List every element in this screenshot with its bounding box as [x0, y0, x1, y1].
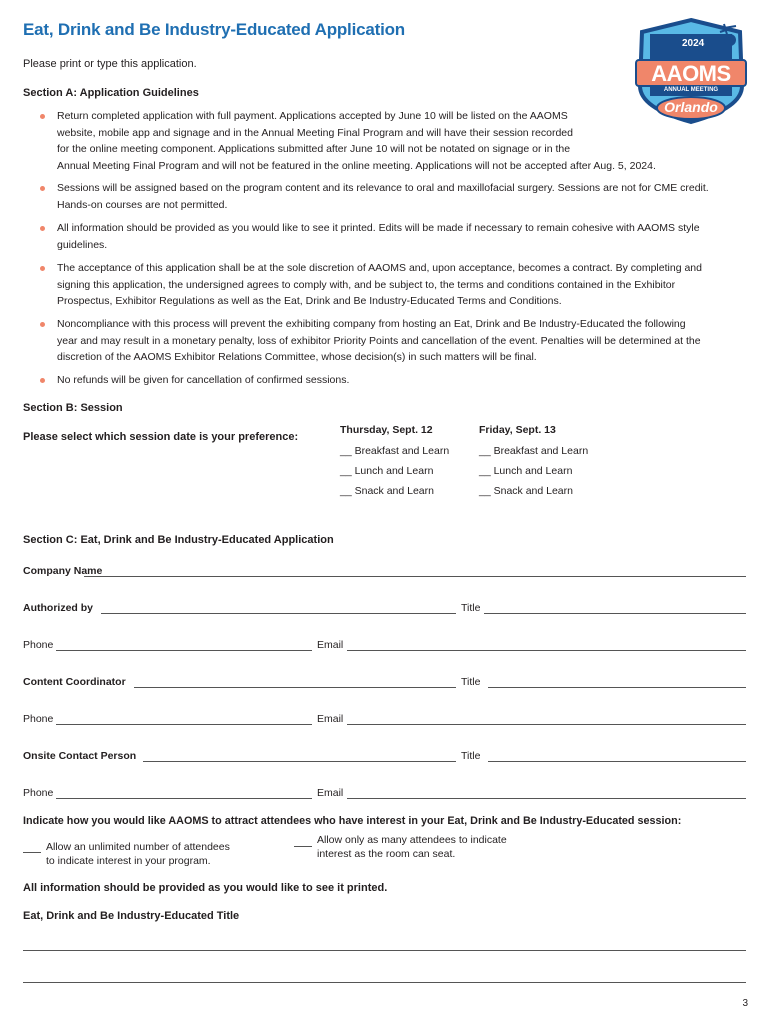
- phone-field-1[interactable]: [56, 650, 312, 651]
- onsite-contact-field[interactable]: [143, 761, 456, 762]
- bullet-icon: [40, 114, 45, 119]
- attract-question: Indicate how you would like AAOMS to attract attendees who have interest in your Eat, Drink and Be Industry-Educated session:: [23, 815, 682, 827]
- guideline-line: Prospectus, Exhibitor Regulations as well as the Eat, Drink and Be Industry-Educated Terms and Conditions.: [57, 295, 562, 307]
- email-field-3[interactable]: [347, 798, 746, 799]
- bullet-icon: [40, 378, 45, 383]
- session-title-field-1[interactable]: [23, 950, 746, 951]
- logo-year: 2024: [682, 38, 705, 49]
- printed-note: All information should be provided as you would like to see it printed.: [23, 882, 388, 894]
- guideline-6: [57, 372, 747, 389]
- email-label-2: Email: [317, 713, 344, 725]
- email-field-2[interactable]: [347, 724, 746, 725]
- email-label-3: Email: [317, 787, 344, 799]
- day-thursday-label: Thursday, Sept. 12: [340, 424, 433, 436]
- content-coordinator-label: Content Coordinator: [23, 676, 126, 688]
- guideline-line: year and may result in a monetary penalty, loss of exhibitor Priority Points and cancellation of the event. Penalties will be determined at the: [57, 334, 701, 347]
- phone-label-1: Phone: [23, 639, 54, 651]
- logo-city: Orlando: [664, 99, 718, 115]
- limited-check-blank[interactable]: [294, 846, 312, 847]
- page-title: Eat, Drink and Be Industry-Educated Application: [23, 20, 405, 39]
- guideline-line: Return completed application with full payment. Applications accepted by June 10 will be listed on the AAOMS: [57, 110, 568, 122]
- guideline-line: All information should be provided as you would like to see it printed. Edits will be made if necessary to remain cohesive with AAOMS style: [57, 222, 700, 234]
- option-fri-lunch[interactable]: __ Lunch and Learn: [479, 465, 573, 477]
- guideline-line: signing this application, the undersigned agrees to comply with, and be subject to, the terms and conditions contained in the Exhibitor: [57, 278, 676, 291]
- guideline-line: discretion of the AAOMS Exhibitor Relations Committee, whose decision(s) in such matters will be final.: [57, 351, 537, 363]
- authorized-title-field[interactable]: [484, 613, 746, 614]
- email-field-1[interactable]: [347, 650, 746, 651]
- phone-label-3: Phone: [23, 787, 54, 799]
- guideline-line: Hands-on courses are not permitted.: [57, 198, 228, 211]
- company-field[interactable]: [84, 576, 746, 577]
- option-fri-snack[interactable]: __ Snack and Learn: [479, 485, 573, 497]
- authorized-title-label: Title: [461, 602, 481, 614]
- option-thu-lunch[interactable]: __ Lunch and Learn: [340, 465, 434, 477]
- session-title-field-2[interactable]: [23, 982, 746, 983]
- guideline-line: Annual Meeting Final Program and will not be featured in the online meeting. Applications will not be accepted after Aug. 5, 2024.: [57, 159, 656, 172]
- authorized-label: Authorized by: [23, 602, 93, 614]
- section-a-heading: Section A: Application Guidelines: [23, 87, 199, 99]
- content-coordinator-field[interactable]: [134, 687, 456, 688]
- logo-tag: ANNUAL MEETING: [663, 87, 719, 93]
- option-unlimited-line: Allow an unlimited number of attendees: [46, 841, 230, 853]
- coordinator-title-label: Title: [461, 676, 481, 688]
- option-unlimited: [46, 840, 230, 868]
- bullet-icon: [40, 226, 45, 231]
- phone-field-3[interactable]: [56, 798, 312, 799]
- guideline-line: for the online meeting component. Applications submitted after June 10 will not be notated on signage or in the: [57, 143, 571, 155]
- option-limited-line: interest as the room can seat.: [317, 848, 456, 860]
- bullet-icon: [40, 322, 45, 327]
- option-thu-breakfast[interactable]: __ Breakfast and Learn: [340, 445, 450, 457]
- guideline-line: Sessions will be assigned based on the program content and its relevance to oral and maxillofacial surgery. Sessions are not for CME credit.: [57, 182, 709, 194]
- page-subtitle: Please print or type this application.: [23, 58, 197, 70]
- option-limited: [317, 833, 507, 861]
- guideline-1: [57, 108, 747, 174]
- session-prompt: Please select which session date is your preference:: [23, 431, 299, 443]
- option-thu-snack[interactable]: __ Snack and Learn: [340, 485, 434, 497]
- option-fri-breakfast[interactable]: __ Breakfast and Learn: [479, 445, 589, 457]
- guideline-5: [57, 316, 747, 366]
- phone-label-2: Phone: [23, 713, 54, 725]
- guideline-line: guidelines.: [57, 238, 108, 251]
- section-b-heading: Section B: Session: [23, 402, 123, 414]
- section-c-heading: Section C: Eat, Drink and Be Industry-Educated Application: [23, 534, 334, 546]
- guideline-3: [57, 220, 747, 253]
- coordinator-title-field[interactable]: [488, 687, 746, 688]
- logo-brand: AAOMS: [651, 61, 731, 86]
- phone-field-2[interactable]: [56, 724, 312, 725]
- page-number: 3: [742, 998, 748, 1009]
- guideline-line: website, mobile app and signage and in the Annual Meeting Final Program and will have their session recorded: [57, 126, 573, 139]
- bullet-icon: [40, 266, 45, 271]
- onsite-contact-label: Onsite Contact Person: [23, 750, 137, 762]
- session-title-label: Eat, Drink and Be Industry-Educated Title: [23, 910, 240, 922]
- authorized-field[interactable]: [101, 613, 456, 614]
- guideline-line: The acceptance of this application shall be at the sole discretion of AAOMS and, upon acceptance, becomes a contract. By completing and: [57, 262, 702, 274]
- email-label-1: Email: [317, 639, 344, 651]
- guideline-line: Noncompliance with this process will prevent the exhibiting company from hosting an Eat, Drink and Be Industry-Educated the following: [57, 318, 686, 330]
- onsite-title-field[interactable]: [488, 761, 746, 762]
- onsite-title-label: Title: [461, 750, 481, 762]
- bullet-icon: [40, 186, 45, 191]
- option-unlimited-line: to indicate interest in your program.: [46, 855, 211, 867]
- option-limited-line: Allow only as many attendees to indicate: [317, 834, 507, 846]
- company-label: Company Name: [23, 565, 103, 577]
- guideline-4: [57, 260, 747, 310]
- guideline-2: [57, 180, 747, 213]
- unlimited-check-blank[interactable]: [23, 852, 41, 853]
- day-friday-label: Friday, Sept. 13: [479, 424, 556, 436]
- guideline-line: No refunds will be given for cancellation of confirmed sessions.: [57, 374, 350, 386]
